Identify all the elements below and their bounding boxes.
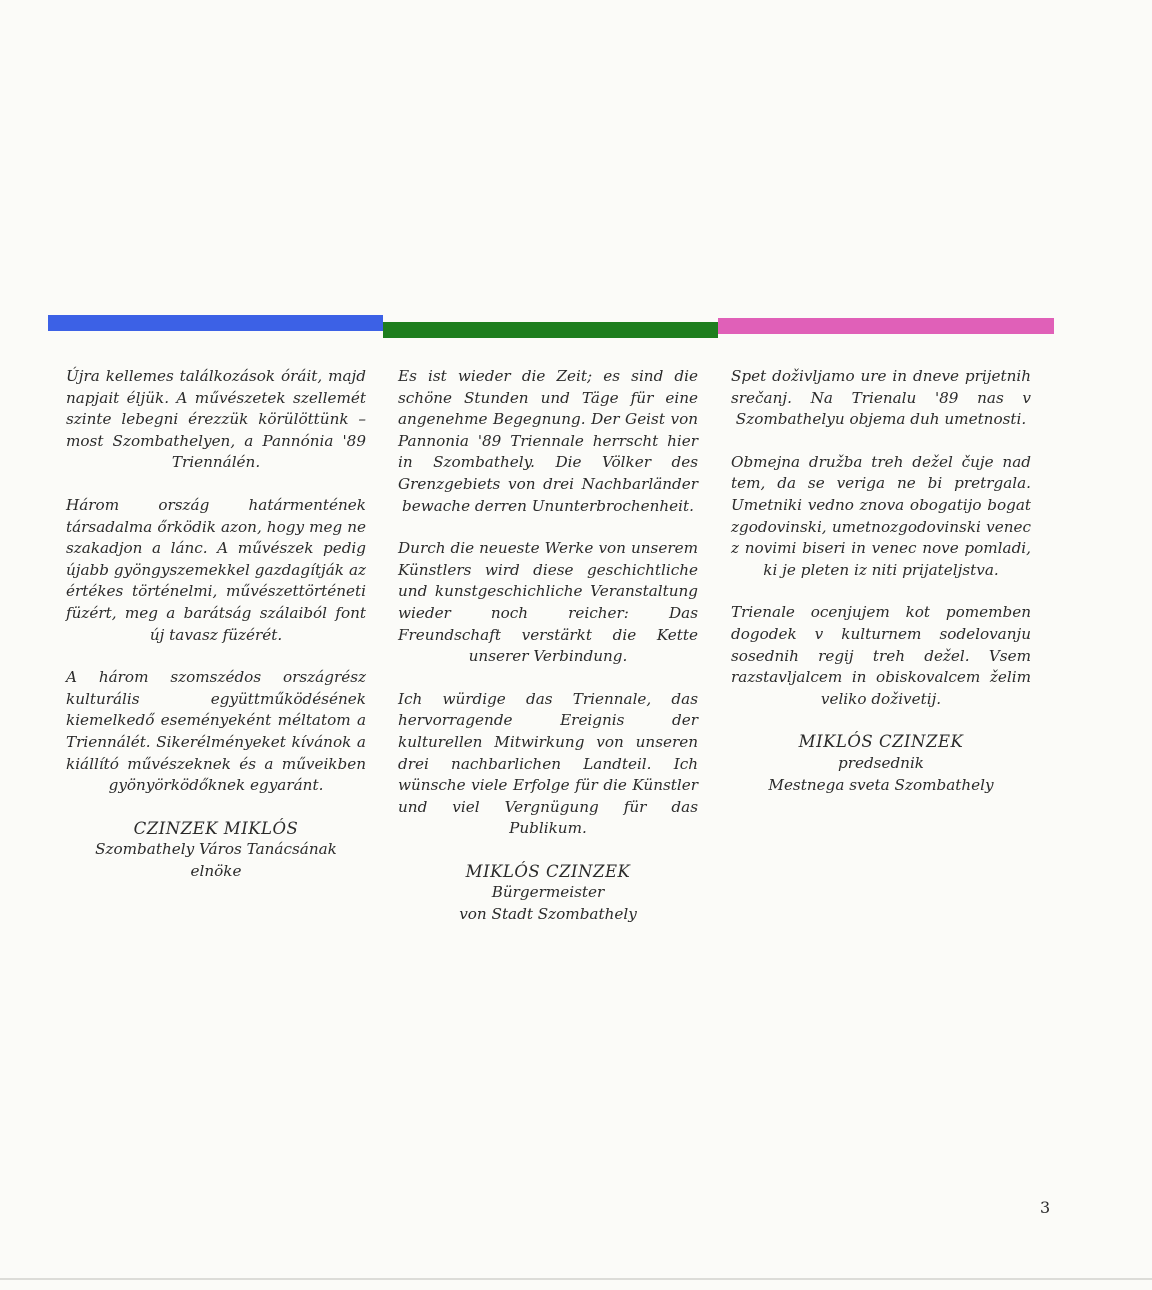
slovenian-paragraph-2: Obmejna družba treh dežel čuje nad tem, da se veriga ne bi pretrgala. Umetniki vedno znova obogatijo bogat zgodovinski, umetnozgodovinski venec z novimi biseri in venec nove pomladi, ki je pleten iz niti prijateljstva. [731,452,1031,579]
signature-name: MIKLÓS CZINZEK [465,861,631,881]
green-color-bar [383,322,718,338]
signature-role: elnöke [190,861,242,880]
signature-name: MIKLÓS CZINZEK [798,732,964,752]
blue-color-bar [48,315,383,331]
page-bottom-edge [0,1278,1152,1280]
signature-title: Szombathely Város Tanácsának [95,840,337,859]
hungarian-column [66,366,366,882]
signature-name: CZINZEK MIKLÓS [133,818,299,838]
hungarian-paragraph-3: A három szomszédos országrész kulturális együttműködésének kiemelkedő eseményeként méltatom a Triennálét. Sikerélményeket kívánok a kiállító művészeknek és a műveikben gyönyörködőknek egyaránt. [66,668,366,795]
german-paragraph-2: Durch die neueste Werke von unserem Künstlers wird diese geschichtliche und kunstgeschichliche Veranstaltung wieder noch reicher: Das Freundschaft verstärkt die Kette unserer Verbindung. [398,539,698,666]
pink-color-bar [718,318,1054,334]
signature-title: predsednik [837,753,925,772]
hungarian-signature [66,818,366,883]
slovenian-signature [731,731,1031,796]
german-signature [398,861,698,926]
slovenian-paragraph-1: Spet doživljamo ure in dneve prijetnih srečanj. Na Trienalu '89 nas v Szombathelyu objema duh umetnosti. [731,367,1031,429]
hungarian-paragraph-1: Újra kellemes találkozások óráit, majd napjait éljük. A művészetek szellemét szinte lebegni érezzük körülöttünk – most Szombathelyen, a Pannónia '89 Triennálén. [66,367,366,472]
german-column [398,366,698,926]
signature-role: Mestnega sveta Szombathely [768,775,994,794]
german-paragraph-1: Es ist wieder die Zeit; es sind die schöne Stunden und Täge für eine angenehme Begegnung. Der Geist von Pannonia '89 Triennale herrscht hier in Szombathely. Die Völker des Grenzgebiets von drei Nachbarländer bewache derren Ununterbrochenheit. [398,367,698,515]
german-paragraph-3: Ich würdige das Triennale, das hervorragende Ereignis der kulturellen Mitwirkung von unseren drei nachbarlichen Landteil. Ich wünsche viele Erfolge für die Künstler und viel Vergnügung für das Publikum. [398,689,698,838]
signature-role: von Stadt Szombathely [459,905,637,924]
slovenian-column [731,366,1031,796]
hungarian-paragraph-2: Három ország határmentének társadalma őrködik azon, hogy meg ne szakadjon a lánc. A művészek pedig újabb gyöngyszemekkel gazdagítják az értékes történelmi, művészettörténeti füzért, meg a barátság szálaiból font új tavasz füzérét. [66,495,366,644]
slovenian-paragraph-3: Trienale ocenjujem kot pomemben dogodek v kulturnem sodelovanju sosednih regij treh dežel. Vsem razstavljalcem in obiskovalcem želim veliko doživetij. [731,603,1031,708]
signature-title: Bürgermeister [491,883,605,902]
page-number: 3 [1040,1198,1051,1217]
